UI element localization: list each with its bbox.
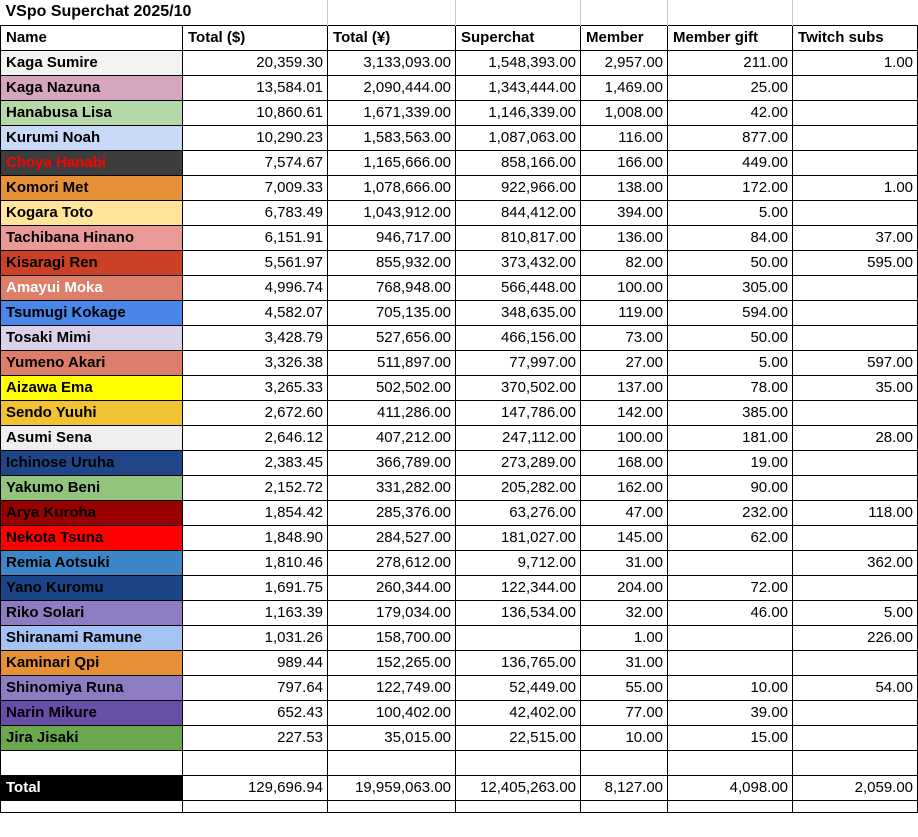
value-cell[interactable]: 9,712.00: [456, 550, 581, 575]
value-cell[interactable]: 39.00: [668, 700, 793, 725]
value-cell[interactable]: 82.00: [581, 250, 668, 275]
table-row: [1, 225, 918, 250]
value-cell[interactable]: 90.00: [668, 475, 793, 500]
table-row: [1, 600, 918, 625]
total-value-cell[interactable]: 4,098.00: [668, 775, 793, 800]
empty-cell[interactable]: [328, 800, 456, 812]
value-cell[interactable]: 1,810.46: [183, 550, 328, 575]
table-row: [1, 375, 918, 400]
value-cell[interactable]: 147,786.00: [456, 400, 581, 425]
value-cell[interactable]: 6,783.49: [183, 200, 328, 225]
member-name-cell[interactable]: Hanabusa Lisa: [1, 100, 183, 125]
value-cell[interactable]: [668, 650, 793, 675]
value-cell[interactable]: 3,326.38: [183, 350, 328, 375]
value-cell[interactable]: 3,265.33: [183, 375, 328, 400]
value-cell[interactable]: 1,087,063.00: [456, 125, 581, 150]
value-cell[interactable]: 705,135.00: [328, 300, 456, 325]
value-cell[interactable]: 247,112.00: [456, 425, 581, 450]
value-cell[interactable]: [793, 700, 918, 725]
value-cell[interactable]: 1,165,666.00: [328, 150, 456, 175]
value-cell[interactable]: 1,031.26: [183, 625, 328, 650]
value-cell[interactable]: 232.00: [668, 500, 793, 525]
value-cell[interactable]: 77,997.00: [456, 350, 581, 375]
value-cell[interactable]: 273,289.00: [456, 450, 581, 475]
value-cell[interactable]: 136,765.00: [456, 650, 581, 675]
value-cell[interactable]: 1,671,339.00: [328, 100, 456, 125]
table-row: [1, 350, 918, 375]
member-name-cell[interactable]: Kaminari Qpi: [1, 650, 183, 675]
empty-cell[interactable]: [183, 750, 328, 775]
total-value-cell[interactable]: 8,127.00: [581, 775, 668, 800]
value-cell[interactable]: [793, 300, 918, 325]
value-cell[interactable]: [793, 200, 918, 225]
empty-cell[interactable]: [668, 750, 793, 775]
value-cell[interactable]: 168.00: [581, 450, 668, 475]
value-cell[interactable]: 1,583,563.00: [328, 125, 456, 150]
value-cell[interactable]: 331,282.00: [328, 475, 456, 500]
table-row: [1, 550, 918, 575]
value-cell[interactable]: 2,672.60: [183, 400, 328, 425]
value-cell[interactable]: 285,376.00: [328, 500, 456, 525]
value-cell[interactable]: 138.00: [581, 175, 668, 200]
table-row: [1, 725, 918, 750]
column-header-member[interactable]: Member: [581, 25, 668, 50]
member-name-cell[interactable]: Kisaragi Ren: [1, 250, 183, 275]
value-cell[interactable]: 594.00: [668, 300, 793, 325]
value-cell[interactable]: 42,402.00: [456, 700, 581, 725]
value-cell[interactable]: 15.00: [668, 725, 793, 750]
value-cell[interactable]: 1.00: [581, 625, 668, 650]
value-cell[interactable]: 84.00: [668, 225, 793, 250]
member-name-cell[interactable]: Kaga Sumire: [1, 50, 183, 75]
value-cell[interactable]: 1,043,912.00: [328, 200, 456, 225]
value-cell[interactable]: 1,854.42: [183, 500, 328, 525]
value-cell[interactable]: 1,469.00: [581, 75, 668, 100]
value-cell[interactable]: 47.00: [581, 500, 668, 525]
value-cell[interactable]: 1,146,339.00: [456, 100, 581, 125]
partial-row: [1, 800, 918, 812]
member-name-cell[interactable]: Riko Solari: [1, 600, 183, 625]
value-cell[interactable]: [793, 525, 918, 550]
value-cell[interactable]: 46.00: [668, 600, 793, 625]
value-cell[interactable]: 7,009.33: [183, 175, 328, 200]
value-cell[interactable]: 152,265.00: [328, 650, 456, 675]
value-cell[interactable]: 527,656.00: [328, 325, 456, 350]
value-cell[interactable]: 3,428.79: [183, 325, 328, 350]
column-header-superchat[interactable]: Superchat: [456, 25, 581, 50]
empty-cell[interactable]: [668, 800, 793, 812]
value-cell[interactable]: [793, 325, 918, 350]
member-name-cell[interactable]: Yumeno Akari: [1, 350, 183, 375]
value-cell[interactable]: 362.00: [793, 550, 918, 575]
value-cell[interactable]: [793, 150, 918, 175]
value-cell[interactable]: 2,957.00: [581, 50, 668, 75]
total-row: [1, 775, 918, 800]
value-cell[interactable]: [668, 550, 793, 575]
value-cell[interactable]: 1,848.90: [183, 525, 328, 550]
member-name-cell[interactable]: Shinomiya Runa: [1, 675, 183, 700]
value-cell[interactable]: [793, 575, 918, 600]
value-cell[interactable]: 10,290.23: [183, 125, 328, 150]
value-cell[interactable]: 179,034.00: [328, 600, 456, 625]
table-row: [1, 700, 918, 725]
value-cell[interactable]: 4,582.07: [183, 300, 328, 325]
member-name-cell[interactable]: Remia Aotsuki: [1, 550, 183, 575]
empty-cell[interactable]: [1, 750, 183, 775]
table-row: [1, 400, 918, 425]
value-cell[interactable]: 63,276.00: [456, 500, 581, 525]
total-value-cell[interactable]: 129,696.94: [183, 775, 328, 800]
member-name-cell[interactable]: Sendo Yuuhi: [1, 400, 183, 425]
value-cell[interactable]: 1.00: [793, 175, 918, 200]
table-row: [1, 500, 918, 525]
member-name-cell[interactable]: Kogara Toto: [1, 200, 183, 225]
value-cell[interactable]: 13,584.01: [183, 75, 328, 100]
value-cell[interactable]: 2,152.72: [183, 475, 328, 500]
value-cell[interactable]: 5.00: [668, 350, 793, 375]
total-value-cell[interactable]: 19,959,063.00: [328, 775, 456, 800]
column-header-total-[interactable]: Total (¥): [328, 25, 456, 50]
value-cell[interactable]: 136,534.00: [456, 600, 581, 625]
value-cell[interactable]: 116.00: [581, 125, 668, 150]
value-cell[interactable]: 2,090,444.00: [328, 75, 456, 100]
value-cell[interactable]: 3,133,093.00: [328, 50, 456, 75]
value-cell[interactable]: 31.00: [581, 650, 668, 675]
value-cell[interactable]: [793, 475, 918, 500]
value-cell[interactable]: 858,166.00: [456, 150, 581, 175]
value-cell[interactable]: 50.00: [668, 325, 793, 350]
value-cell[interactable]: 989.44: [183, 650, 328, 675]
member-name-cell[interactable]: Kurumi Noah: [1, 125, 183, 150]
title-spacer-cell[interactable]: [456, 0, 581, 25]
title-spacer-cell[interactable]: [668, 0, 793, 25]
value-cell[interactable]: 78.00: [668, 375, 793, 400]
table-row: [1, 100, 918, 125]
value-cell[interactable]: 20,359.30: [183, 50, 328, 75]
value-cell[interactable]: 10.00: [668, 675, 793, 700]
value-cell[interactable]: [668, 625, 793, 650]
table-row: [1, 575, 918, 600]
value-cell[interactable]: 5.00: [668, 200, 793, 225]
value-cell[interactable]: 2,646.12: [183, 425, 328, 450]
value-cell[interactable]: 466,156.00: [456, 325, 581, 350]
value-cell[interactable]: 855,932.00: [328, 250, 456, 275]
member-name-cell[interactable]: Amayui Moka: [1, 275, 183, 300]
value-cell[interactable]: [793, 400, 918, 425]
value-cell[interactable]: 136.00: [581, 225, 668, 250]
value-cell[interactable]: 1,078,666.00: [328, 175, 456, 200]
value-cell[interactable]: 52,449.00: [456, 675, 581, 700]
value-cell[interactable]: 50.00: [668, 250, 793, 275]
value-cell[interactable]: 181.00: [668, 425, 793, 450]
value-cell[interactable]: 5.00: [793, 600, 918, 625]
value-cell[interactable]: 35,015.00: [328, 725, 456, 750]
value-cell[interactable]: 511,897.00: [328, 350, 456, 375]
value-cell[interactable]: 172.00: [668, 175, 793, 200]
value-cell[interactable]: 122,749.00: [328, 675, 456, 700]
empty-cell[interactable]: [581, 800, 668, 812]
table-row: [1, 175, 918, 200]
empty-cell[interactable]: [793, 800, 918, 812]
value-cell[interactable]: 62.00: [668, 525, 793, 550]
value-cell[interactable]: 946,717.00: [328, 225, 456, 250]
empty-cell[interactable]: [328, 750, 456, 775]
value-cell[interactable]: [793, 75, 918, 100]
value-cell[interactable]: 407,212.00: [328, 425, 456, 450]
table-row: [1, 275, 918, 300]
value-cell[interactable]: 370,502.00: [456, 375, 581, 400]
table-row: [1, 650, 918, 675]
value-cell[interactable]: 204.00: [581, 575, 668, 600]
value-cell[interactable]: 226.00: [793, 625, 918, 650]
value-cell[interactable]: 1,343,444.00: [456, 75, 581, 100]
value-cell[interactable]: 5,561.97: [183, 250, 328, 275]
member-name-cell[interactable]: Nekota Tsuna: [1, 525, 183, 550]
value-cell[interactable]: [793, 100, 918, 125]
total-value-cell[interactable]: 12,405,263.00: [456, 775, 581, 800]
value-cell[interactable]: 394.00: [581, 200, 668, 225]
empty-cell[interactable]: [456, 750, 581, 775]
value-cell[interactable]: 31.00: [581, 550, 668, 575]
value-cell[interactable]: 1,548,393.00: [456, 50, 581, 75]
value-cell[interactable]: 411,286.00: [328, 400, 456, 425]
value-cell[interactable]: 10,860.61: [183, 100, 328, 125]
column-header-name[interactable]: Name: [1, 25, 183, 50]
value-cell[interactable]: [793, 725, 918, 750]
value-cell[interactable]: 348,635.00: [456, 300, 581, 325]
value-cell[interactable]: [793, 450, 918, 475]
value-cell[interactable]: 28.00: [793, 425, 918, 450]
value-cell[interactable]: 166.00: [581, 150, 668, 175]
value-cell[interactable]: 284,527.00: [328, 525, 456, 550]
value-cell[interactable]: 566,448.00: [456, 275, 581, 300]
title-spacer-cell[interactable]: [793, 0, 918, 25]
member-name-cell[interactable]: Asumi Sena: [1, 425, 183, 450]
member-name-cell[interactable]: Jira Jisaki: [1, 725, 183, 750]
member-name-cell[interactable]: Choya Hanabi: [1, 150, 183, 175]
value-cell[interactable]: 2,383.45: [183, 450, 328, 475]
value-cell[interactable]: 118.00: [793, 500, 918, 525]
empty-cell[interactable]: [1, 800, 183, 812]
value-cell[interactable]: 77.00: [581, 700, 668, 725]
value-cell[interactable]: 100,402.00: [328, 700, 456, 725]
value-cell[interactable]: 205,282.00: [456, 475, 581, 500]
value-cell[interactable]: 73.00: [581, 325, 668, 350]
value-cell[interactable]: 137.00: [581, 375, 668, 400]
value-cell[interactable]: 211.00: [668, 50, 793, 75]
value-cell[interactable]: [793, 650, 918, 675]
table-row: [1, 450, 918, 475]
table-row: [1, 300, 918, 325]
value-cell[interactable]: 22,515.00: [456, 725, 581, 750]
value-cell[interactable]: 119.00: [581, 300, 668, 325]
member-name-cell[interactable]: Tachibana Hinano: [1, 225, 183, 250]
value-cell[interactable]: 142.00: [581, 400, 668, 425]
value-cell[interactable]: [793, 125, 918, 150]
value-cell[interactable]: 7,574.67: [183, 150, 328, 175]
table-row: [1, 75, 918, 100]
table-row: [1, 50, 918, 75]
value-cell[interactable]: 181,027.00: [456, 525, 581, 550]
member-name-cell[interactable]: Ichinose Uruha: [1, 450, 183, 475]
table-row: [1, 625, 918, 650]
value-cell[interactable]: 595.00: [793, 250, 918, 275]
value-cell[interactable]: 6,151.91: [183, 225, 328, 250]
value-cell[interactable]: 385.00: [668, 400, 793, 425]
value-cell[interactable]: 366,789.00: [328, 450, 456, 475]
column-header-member-gift[interactable]: Member gift: [668, 25, 793, 50]
value-cell[interactable]: 597.00: [793, 350, 918, 375]
value-cell[interactable]: 54.00: [793, 675, 918, 700]
title-spacer-cell[interactable]: [328, 0, 456, 25]
value-cell[interactable]: 449.00: [668, 150, 793, 175]
header-row: [1, 25, 918, 50]
member-name-cell[interactable]: Kaga Nazuna: [1, 75, 183, 100]
member-name-cell[interactable]: Aizawa Ema: [1, 375, 183, 400]
table-row: [1, 325, 918, 350]
empty-cell[interactable]: [183, 800, 328, 812]
value-cell[interactable]: 1,163.39: [183, 600, 328, 625]
value-cell[interactable]: 32.00: [581, 600, 668, 625]
value-cell[interactable]: 100.00: [581, 275, 668, 300]
sheet-title: VSpo Superchat 2025/10: [5, 3, 192, 21]
table-row: [1, 475, 918, 500]
member-name-cell[interactable]: Shiranami Ramune: [1, 625, 183, 650]
value-cell[interactable]: 42.00: [668, 100, 793, 125]
member-name-cell[interactable]: Arya Kuroha: [1, 500, 183, 525]
empty-cell[interactable]: [581, 750, 668, 775]
value-cell[interactable]: 1,008.00: [581, 100, 668, 125]
value-cell[interactable]: 305.00: [668, 275, 793, 300]
value-cell[interactable]: 278,612.00: [328, 550, 456, 575]
value-cell[interactable]: 162.00: [581, 475, 668, 500]
value-cell[interactable]: 72.00: [668, 575, 793, 600]
member-name-cell[interactable]: Narin Mikure: [1, 700, 183, 725]
value-cell[interactable]: 810,817.00: [456, 225, 581, 250]
value-cell[interactable]: 797.64: [183, 675, 328, 700]
value-cell[interactable]: 260,344.00: [328, 575, 456, 600]
value-cell[interactable]: 158,700.00: [328, 625, 456, 650]
value-cell[interactable]: 227.53: [183, 725, 328, 750]
value-cell[interactable]: 502,502.00: [328, 375, 456, 400]
member-name-cell[interactable]: Yakumo Beni: [1, 475, 183, 500]
empty-cell[interactable]: [456, 800, 581, 812]
member-name-cell[interactable]: Tosaki Mimi: [1, 325, 183, 350]
value-cell[interactable]: 10.00: [581, 725, 668, 750]
title-row: [1, 0, 918, 25]
value-cell[interactable]: 373,432.00: [456, 250, 581, 275]
member-name-cell[interactable]: Yano Kuromu: [1, 575, 183, 600]
value-cell[interactable]: 145.00: [581, 525, 668, 550]
table-row: [1, 150, 918, 175]
value-cell[interactable]: 25.00: [668, 75, 793, 100]
value-cell[interactable]: 1.00: [793, 50, 918, 75]
table-row: [1, 125, 918, 150]
value-cell[interactable]: 19.00: [668, 450, 793, 475]
value-cell[interactable]: 922,966.00: [456, 175, 581, 200]
value-cell[interactable]: 55.00: [581, 675, 668, 700]
title-spacer-cell[interactable]: [581, 0, 668, 25]
table-row: [1, 200, 918, 225]
member-name-cell[interactable]: Tsumugi Kokage: [1, 300, 183, 325]
total-label-cell[interactable]: Total: [1, 775, 183, 800]
value-cell[interactable]: 4,996.74: [183, 275, 328, 300]
value-cell[interactable]: 35.00: [793, 375, 918, 400]
empty-cell[interactable]: [793, 750, 918, 775]
table-row: [1, 425, 918, 450]
empty-row: [1, 750, 918, 775]
sheet-body: [1, 0, 918, 812]
value-cell[interactable]: 27.00: [581, 350, 668, 375]
value-cell[interactable]: 844,412.00: [456, 200, 581, 225]
value-cell[interactable]: 877.00: [668, 125, 793, 150]
value-cell[interactable]: 768,948.00: [328, 275, 456, 300]
value-cell[interactable]: 652.43: [183, 700, 328, 725]
table-row: [1, 525, 918, 550]
value-cell[interactable]: 37.00: [793, 225, 918, 250]
value-cell[interactable]: 122,344.00: [456, 575, 581, 600]
column-header-total-[interactable]: Total ($): [183, 25, 328, 50]
value-cell[interactable]: 100.00: [581, 425, 668, 450]
total-value-cell[interactable]: 2,059.00: [793, 775, 918, 800]
column-header-twitch-subs[interactable]: Twitch subs: [793, 25, 918, 50]
table-row: [1, 250, 918, 275]
value-cell[interactable]: [456, 625, 581, 650]
table-row: [1, 675, 918, 700]
value-cell[interactable]: 1,691.75: [183, 575, 328, 600]
member-name-cell[interactable]: Komori Met: [1, 175, 183, 200]
value-cell[interactable]: [793, 275, 918, 300]
